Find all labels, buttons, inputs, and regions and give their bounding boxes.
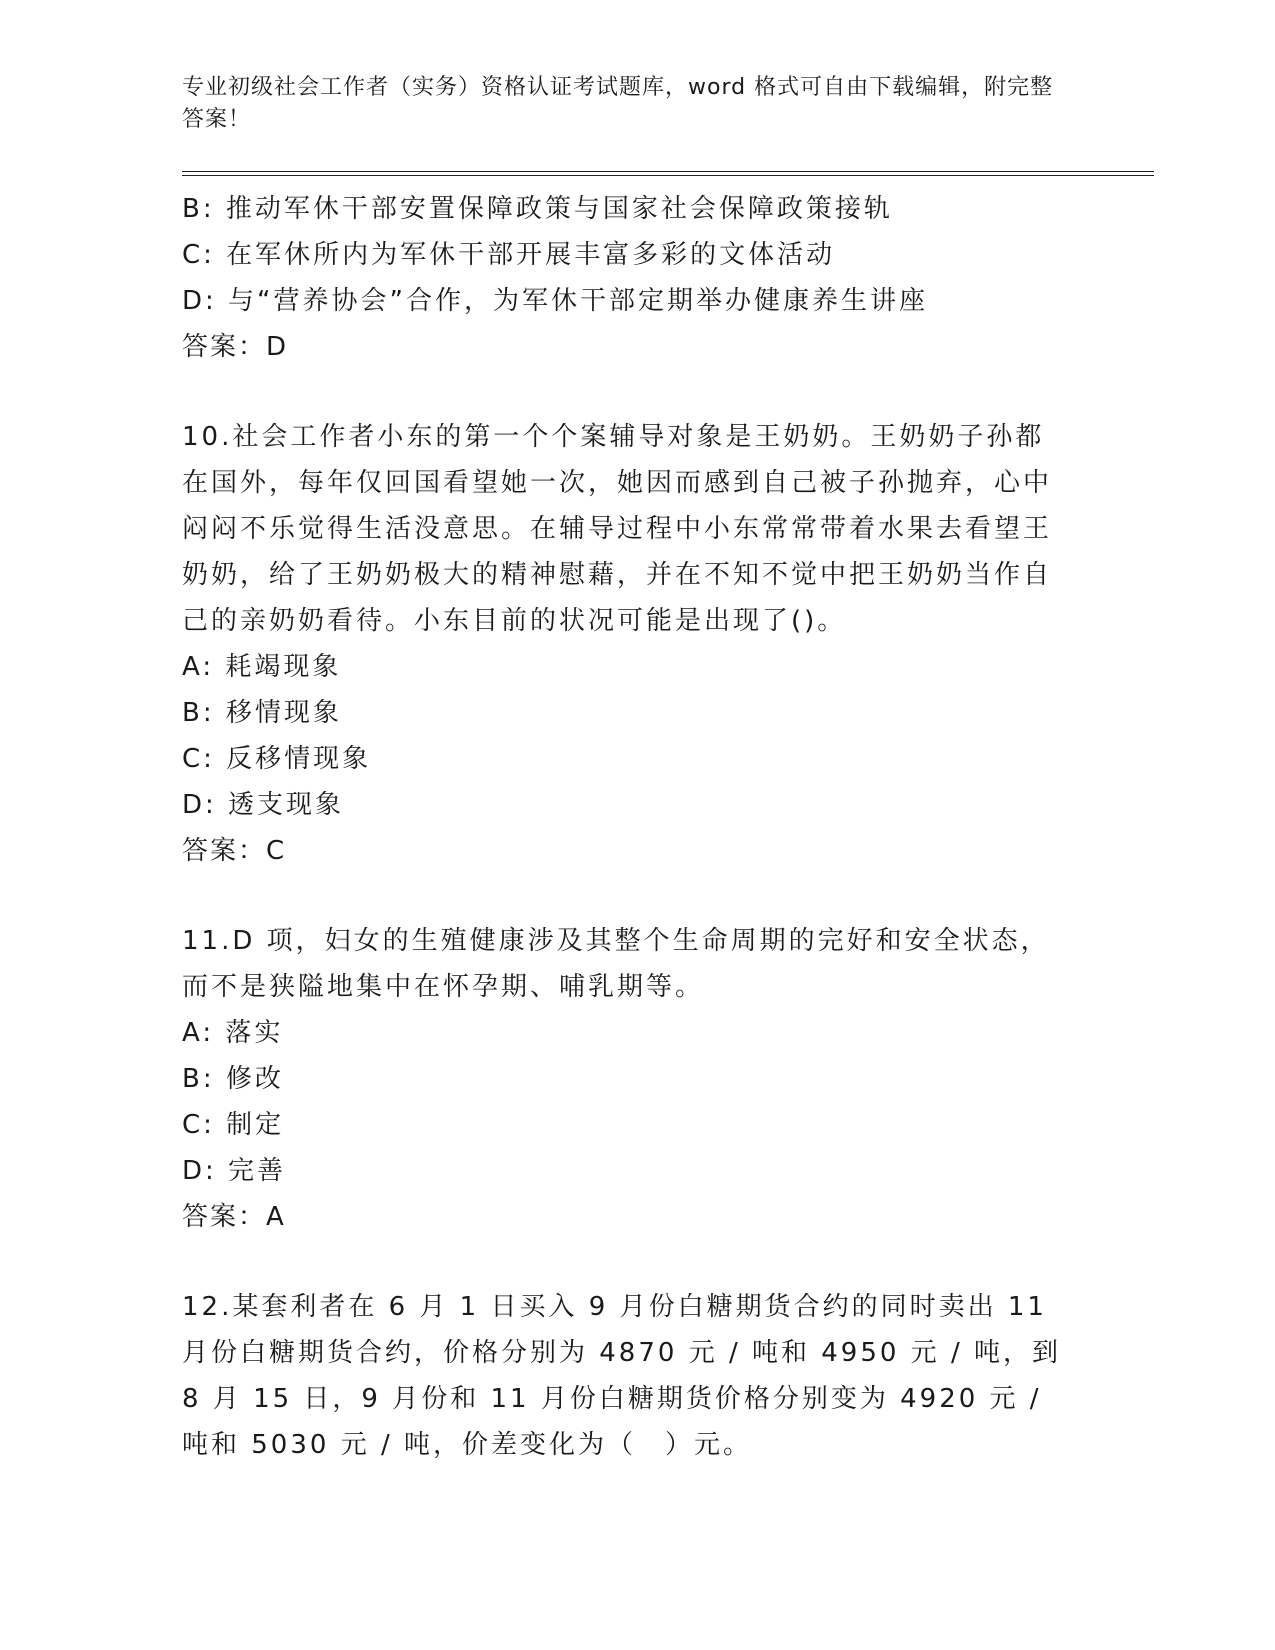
question-text: 12.某套利者在 6 月 1 日买入 9 月份白糖期货合约的同时卖出 11 月份白糖期货合约，价格分别为 4870 元 / 吨和 4950 元 / 吨，到 8 月 15 日，9 月份和 11 月份白糖期货价格分别变为 4920 元 / 吨和 5030 元 / 吨，价差变化为（ ）元。 [182, 1292, 1061, 1460]
question-11 [182, 918, 1062, 1240]
question-text: 11.D 项，妇女的生殖健康涉及其整个生命周期的完好和安全状态，而不是狭隘地集中在怀孕期、哺乳期等。 [182, 926, 1050, 1002]
header-divider-top [182, 171, 1154, 172]
answer-line: 答案：C [182, 836, 287, 866]
option-a: A: 落实 [182, 1018, 284, 1048]
option-b: B: 修改 [182, 1064, 284, 1094]
answer-line: 答案：A [182, 1202, 286, 1232]
option-b: B: 移情现象 [182, 698, 342, 728]
option-c: C: 制定 [182, 1110, 285, 1140]
answer-line: 答案：D [182, 332, 289, 362]
question-text: 10.社会工作者小东的第一个个案辅导对象是王奶奶。王奶奶子孙都在国外，每年仅回国看望她一次，她因而感到自己被子孙抛弃，心中闷闷不乐觉得生活没意思。在辅导过程中小东常常带着水果去看望王奶奶，给了王奶奶极大的精神慰藉，并在不知不觉中把王奶奶当作自己的亲奶奶看待。小东目前的状况可能是出现了()。 [182, 422, 1053, 636]
option-d: D: 透支现象 [182, 790, 345, 820]
option-c: C: 反移情现象 [182, 744, 372, 774]
document-body [182, 186, 1062, 1468]
document-header: 专业初级社会工作者（实务）资格认证考试题库，word 格式可自由下载编辑，附完整答案！ [182, 75, 1054, 132]
question-10 [182, 414, 1062, 874]
option-a: A: 耗竭现象 [182, 652, 342, 682]
previous-question-block [182, 186, 1062, 370]
option-d: D: 与“营养协会”合作，为军休干部定期举办健康养生讲座 [182, 286, 928, 316]
question-12 [182, 1284, 1062, 1468]
option-b: B: 推动军休干部安置保障政策与国家社会保障政策接轨 [182, 194, 893, 224]
header-divider-bottom [182, 175, 1154, 176]
option-c: C: 在军休所内为军休干部开展丰富多彩的文体活动 [182, 240, 836, 270]
option-d: D: 完善 [182, 1156, 287, 1186]
